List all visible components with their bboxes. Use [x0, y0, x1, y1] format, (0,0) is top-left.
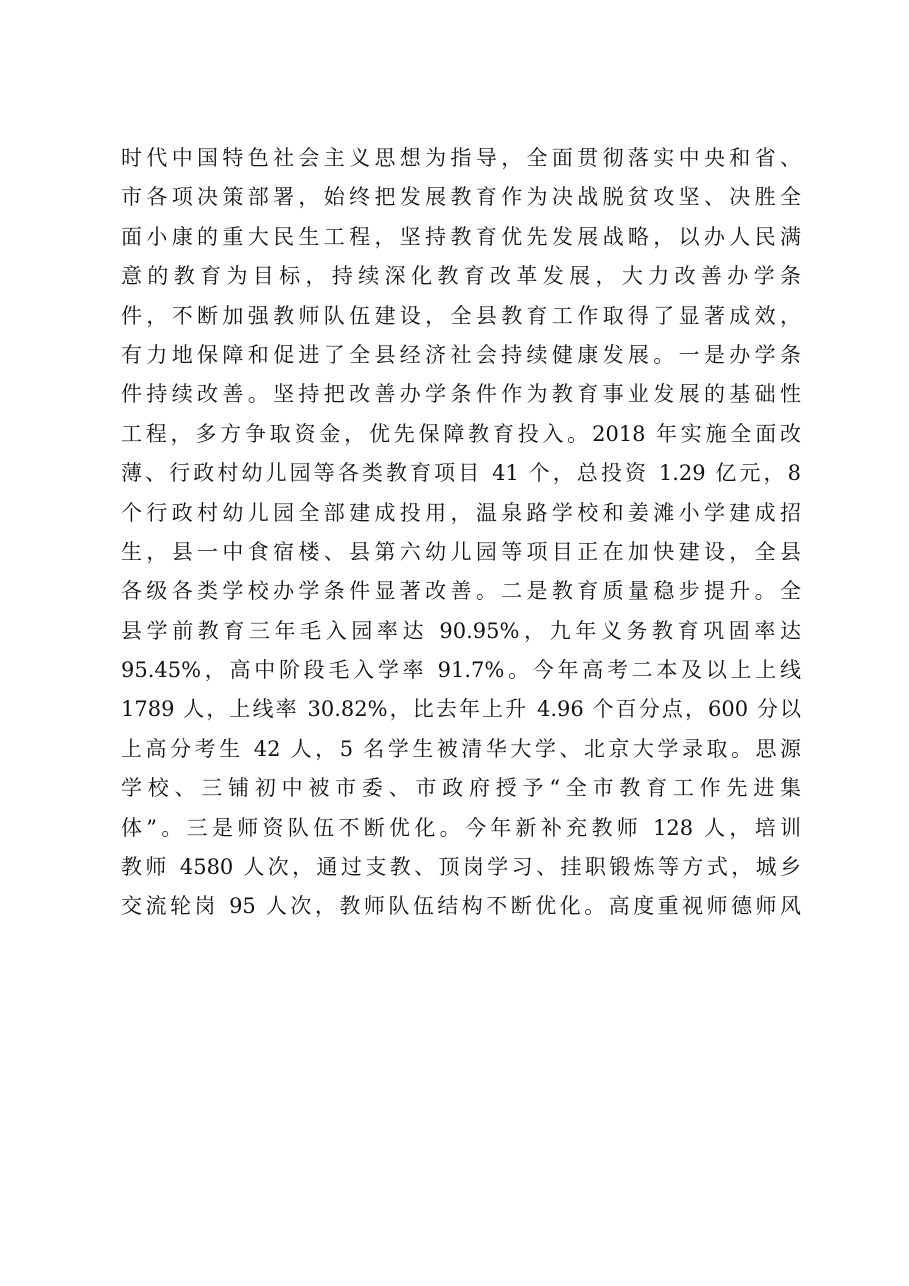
- text-line: 95.45%，高中阶段毛入学率 91.7%。今年高考二本及以上上线: [121, 658, 801, 683]
- text-line: 教师 4580 人次，通过支教、顶岗学习、挂职锻炼等方式，城乡: [121, 855, 801, 880]
- text-line: 意的教育为目标，持续深化教育改革发展，大力改善办学条: [121, 264, 801, 289]
- text-line: 时代中国特色社会主义思想为指导，全面贯彻落实中央和省、: [121, 146, 801, 170]
- text-line: 交流轮岗 95 人次，教师队伍结构不断优化。高度重视师德师风: [121, 894, 801, 919]
- body-text: [121, 139, 801, 927]
- text-line: 上高分考生 42 人，5 名学生被清华大学、北京大学录取。思源: [121, 736, 801, 761]
- text-line: 市各项决策部署，始终把发展教育作为决战脱贫攻坚、决胜全: [121, 185, 801, 210]
- text-line: 各级各类学校办学条件显著改善。二是教育质量稳步提升。全: [121, 579, 801, 604]
- text-line: 生，县一中食宿楼、县第六幼儿园等项目正在加快建设，全县: [121, 539, 801, 564]
- text-line: 薄、行政村幼儿园等各类教育项目 41 个，总投资 1.29 亿元，8: [121, 461, 801, 486]
- text-line: 有力地保障和促进了全县经济社会持续健康发展。一是办学条: [121, 342, 801, 367]
- text-line: 工程，多方争取资金，优先保障教育投入。2018 年实施全面改: [121, 421, 801, 446]
- text-line: 体”。三是师资队伍不断优化。今年新补充教师 128 人，培训: [121, 815, 801, 840]
- text-line: 1789 人，上线率 30.82%，比去年上升 4.96 个百分点，600 分以: [121, 697, 801, 722]
- text-line: 件，不断加强教师队伍建设，全县教育工作取得了显著成效，: [121, 303, 801, 328]
- text-line: 件持续改善。坚持把改善办学条件作为教育事业发展的基础性: [121, 382, 801, 407]
- text-line: 县学前教育三年毛入园率达 90.95%，九年义务教育巩固率达: [121, 618, 801, 643]
- text-line: 学校、三铺初中被市委、市政府授予“全市教育工作先进集: [121, 776, 801, 801]
- text-line: 面小康的重大民生工程，坚持教育优先发展战略，以办人民满: [121, 224, 801, 249]
- text-line: 个行政村幼儿园全部建成投用，温泉路学校和姜滩小学建成招: [121, 500, 801, 525]
